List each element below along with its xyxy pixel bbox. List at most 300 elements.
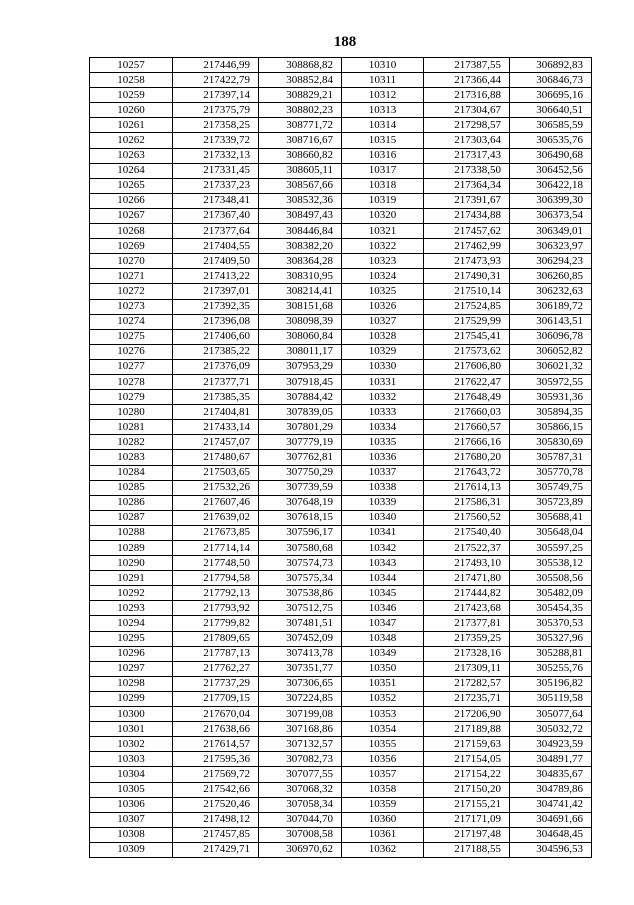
y-coordinate-cell: 306452,56	[510, 163, 592, 178]
y-coordinate-cell: 307199,08	[259, 707, 342, 722]
x-coordinate-cell: 217643,72	[424, 465, 510, 480]
x-coordinate-cell: 217446,99	[173, 58, 259, 73]
x-coordinate-cell: 217748,50	[173, 556, 259, 571]
y-coordinate-cell: 307452,09	[259, 631, 342, 646]
table-row	[90, 737, 592, 752]
table-row	[90, 465, 592, 480]
point-number-cell: 10276	[90, 344, 173, 359]
y-coordinate-cell: 307132,57	[259, 737, 342, 752]
point-number-cell: 10336	[342, 450, 424, 465]
table-row	[90, 495, 592, 510]
x-coordinate-cell: 217348,41	[173, 193, 259, 208]
point-number-cell: 10273	[90, 299, 173, 314]
y-coordinate-cell: 304891,77	[510, 752, 592, 767]
y-coordinate-cell: 308852,84	[259, 73, 342, 88]
x-coordinate-cell: 217614,13	[424, 480, 510, 495]
point-number-cell: 10318	[342, 178, 424, 193]
point-number-cell: 10303	[90, 752, 173, 767]
x-coordinate-cell: 217433,14	[173, 420, 259, 435]
x-coordinate-cell: 217154,05	[424, 752, 510, 767]
point-number-cell: 10289	[90, 541, 173, 556]
y-coordinate-cell: 304741,42	[510, 797, 592, 812]
point-number-cell: 10358	[342, 782, 424, 797]
table-row	[90, 827, 592, 842]
point-number-cell: 10322	[342, 239, 424, 254]
x-coordinate-cell: 217793,92	[173, 601, 259, 616]
point-number-cell: 10320	[342, 208, 424, 223]
x-coordinate-cell: 217331,45	[173, 163, 259, 178]
x-coordinate-cell: 217316,88	[424, 88, 510, 103]
point-number-cell: 10357	[342, 767, 424, 782]
y-coordinate-cell: 308060,84	[259, 329, 342, 344]
table-row	[90, 586, 592, 601]
y-coordinate-cell: 307077,55	[259, 767, 342, 782]
point-number-cell: 10281	[90, 420, 173, 435]
y-coordinate-cell: 306096,78	[510, 329, 592, 344]
table-row	[90, 556, 592, 571]
point-number-cell: 10298	[90, 676, 173, 691]
y-coordinate-cell: 307762,81	[259, 450, 342, 465]
y-coordinate-cell: 308011,17	[259, 344, 342, 359]
y-coordinate-cell: 308098,39	[259, 314, 342, 329]
point-number-cell: 10270	[90, 254, 173, 269]
y-coordinate-cell: 304835,67	[510, 767, 592, 782]
x-coordinate-cell: 217317,43	[424, 148, 510, 163]
point-number-cell: 10294	[90, 616, 173, 631]
x-coordinate-cell: 217304,67	[424, 103, 510, 118]
y-coordinate-cell: 307044,70	[259, 812, 342, 827]
x-coordinate-cell: 217188,55	[424, 842, 510, 857]
point-number-cell: 10297	[90, 661, 173, 676]
point-number-cell: 10332	[342, 390, 424, 405]
x-coordinate-cell: 217607,46	[173, 495, 259, 510]
y-coordinate-cell: 308151,68	[259, 299, 342, 314]
x-coordinate-cell: 217792,13	[173, 586, 259, 601]
y-coordinate-cell: 304648,45	[510, 827, 592, 842]
point-number-cell: 10296	[90, 646, 173, 661]
point-number-cell: 10341	[342, 525, 424, 540]
table-row	[90, 224, 592, 239]
point-number-cell: 10274	[90, 314, 173, 329]
x-coordinate-cell: 217680,20	[424, 450, 510, 465]
x-coordinate-cell: 217396,08	[173, 314, 259, 329]
y-coordinate-cell: 306021,32	[510, 359, 592, 374]
y-coordinate-cell: 307779,19	[259, 435, 342, 450]
point-number-cell: 10327	[342, 314, 424, 329]
x-coordinate-cell: 217639,02	[173, 510, 259, 525]
point-number-cell: 10339	[342, 495, 424, 510]
y-coordinate-cell: 307580,68	[259, 541, 342, 556]
y-coordinate-cell: 306892,83	[510, 58, 592, 73]
y-coordinate-cell: 305077,64	[510, 707, 592, 722]
x-coordinate-cell: 217338,50	[424, 163, 510, 178]
x-coordinate-cell: 217493,10	[424, 556, 510, 571]
point-number-cell: 10343	[342, 556, 424, 571]
x-coordinate-cell: 217673,85	[173, 525, 259, 540]
y-coordinate-cell: 306695,16	[510, 88, 592, 103]
y-coordinate-cell: 308802,23	[259, 103, 342, 118]
x-coordinate-cell: 217391,67	[424, 193, 510, 208]
x-coordinate-cell: 217366,44	[424, 73, 510, 88]
y-coordinate-cell: 307884,42	[259, 390, 342, 405]
x-coordinate-cell: 217206,90	[424, 707, 510, 722]
point-number-cell: 10328	[342, 329, 424, 344]
x-coordinate-cell: 217189,88	[424, 722, 510, 737]
y-coordinate-cell: 307058,34	[259, 797, 342, 812]
table-row	[90, 178, 592, 193]
y-coordinate-cell: 307512,75	[259, 601, 342, 616]
x-coordinate-cell: 217542,66	[173, 782, 259, 797]
y-coordinate-cell: 307801,29	[259, 420, 342, 435]
point-number-cell: 10349	[342, 646, 424, 661]
y-coordinate-cell: 308364,28	[259, 254, 342, 269]
x-coordinate-cell: 217367,40	[173, 208, 259, 223]
table-row	[90, 812, 592, 827]
point-number-cell: 10302	[90, 737, 173, 752]
point-number-cell: 10287	[90, 510, 173, 525]
y-coordinate-cell: 307739,59	[259, 480, 342, 495]
y-coordinate-cell: 306143,51	[510, 314, 592, 329]
point-number-cell: 10352	[342, 691, 424, 706]
y-coordinate-cell: 306970,62	[259, 842, 342, 857]
y-coordinate-cell: 307618,15	[259, 510, 342, 525]
x-coordinate-cell: 217339,72	[173, 133, 259, 148]
x-coordinate-cell: 217159,63	[424, 737, 510, 752]
point-number-cell: 10266	[90, 193, 173, 208]
x-coordinate-cell: 217524,85	[424, 299, 510, 314]
table-row	[90, 691, 592, 706]
point-number-cell: 10263	[90, 148, 173, 163]
y-coordinate-cell: 305032,72	[510, 722, 592, 737]
y-coordinate-cell: 305894,35	[510, 405, 592, 420]
point-number-cell: 10324	[342, 269, 424, 284]
table-row	[90, 254, 592, 269]
y-coordinate-cell: 306052,82	[510, 344, 592, 359]
y-coordinate-cell: 307351,77	[259, 661, 342, 676]
x-coordinate-cell: 217422,79	[173, 73, 259, 88]
y-coordinate-cell: 306640,51	[510, 103, 592, 118]
point-number-cell: 10300	[90, 707, 173, 722]
y-coordinate-cell: 307648,19	[259, 495, 342, 510]
point-number-cell: 10316	[342, 148, 424, 163]
x-coordinate-cell: 217540,40	[424, 525, 510, 540]
y-coordinate-cell: 304789,86	[510, 782, 592, 797]
x-coordinate-cell: 217385,35	[173, 390, 259, 405]
table-row	[90, 374, 592, 389]
x-coordinate-cell: 217503,65	[173, 465, 259, 480]
x-coordinate-cell: 217457,07	[173, 435, 259, 450]
y-coordinate-cell: 306232,63	[510, 284, 592, 299]
point-number-cell: 10353	[342, 707, 424, 722]
point-number-cell: 10284	[90, 465, 173, 480]
y-coordinate-cell: 307575,34	[259, 571, 342, 586]
table-row	[90, 299, 592, 314]
table-row	[90, 193, 592, 208]
x-coordinate-cell: 217606,80	[424, 359, 510, 374]
x-coordinate-cell: 217480,67	[173, 450, 259, 465]
table-row	[90, 208, 592, 223]
point-number-cell: 10288	[90, 525, 173, 540]
x-coordinate-cell: 217614,57	[173, 737, 259, 752]
x-coordinate-cell: 217377,64	[173, 224, 259, 239]
table-row	[90, 842, 592, 857]
y-coordinate-cell: 305723,89	[510, 495, 592, 510]
x-coordinate-cell: 217595,36	[173, 752, 259, 767]
x-coordinate-cell: 217235,71	[424, 691, 510, 706]
point-number-cell: 10272	[90, 284, 173, 299]
point-number-cell: 10265	[90, 178, 173, 193]
table-row	[90, 676, 592, 691]
y-coordinate-cell: 305370,53	[510, 616, 592, 631]
x-coordinate-cell: 217434,88	[424, 208, 510, 223]
point-number-cell: 10291	[90, 571, 173, 586]
point-number-cell: 10275	[90, 329, 173, 344]
x-coordinate-cell: 217569,72	[173, 767, 259, 782]
point-number-cell: 10346	[342, 601, 424, 616]
x-coordinate-cell: 217498,12	[173, 812, 259, 827]
x-coordinate-cell: 217666,16	[424, 435, 510, 450]
y-coordinate-cell: 307082,73	[259, 752, 342, 767]
x-coordinate-cell: 217392,35	[173, 299, 259, 314]
y-coordinate-cell: 305597,25	[510, 541, 592, 556]
x-coordinate-cell: 217377,81	[424, 616, 510, 631]
point-number-cell: 10315	[342, 133, 424, 148]
point-number-cell: 10304	[90, 767, 173, 782]
y-coordinate-cell: 305830,69	[510, 435, 592, 450]
x-coordinate-cell: 217660,03	[424, 405, 510, 420]
point-number-cell: 10337	[342, 465, 424, 480]
table-row	[90, 480, 592, 495]
x-coordinate-cell: 217638,66	[173, 722, 259, 737]
y-coordinate-cell: 308497,43	[259, 208, 342, 223]
x-coordinate-cell: 217429,71	[173, 842, 259, 857]
coordinates-table	[89, 57, 592, 858]
y-coordinate-cell: 308310,95	[259, 269, 342, 284]
y-coordinate-cell: 305787,31	[510, 450, 592, 465]
point-number-cell: 10312	[342, 88, 424, 103]
point-number-cell: 10360	[342, 812, 424, 827]
point-number-cell: 10309	[90, 842, 173, 857]
point-number-cell: 10305	[90, 782, 173, 797]
x-coordinate-cell: 217545,41	[424, 329, 510, 344]
point-number-cell: 10271	[90, 269, 173, 284]
x-coordinate-cell: 217462,99	[424, 239, 510, 254]
y-coordinate-cell: 306422,18	[510, 178, 592, 193]
y-coordinate-cell: 305688,41	[510, 510, 592, 525]
point-number-cell: 10325	[342, 284, 424, 299]
table-row	[90, 435, 592, 450]
point-number-cell: 10299	[90, 691, 173, 706]
table-row	[90, 571, 592, 586]
y-coordinate-cell: 306535,76	[510, 133, 592, 148]
table-row	[90, 329, 592, 344]
y-coordinate-cell: 306294,23	[510, 254, 592, 269]
x-coordinate-cell: 217709,15	[173, 691, 259, 706]
table-row	[90, 661, 592, 676]
point-number-cell: 10264	[90, 163, 173, 178]
table-row	[90, 118, 592, 133]
table-row	[90, 601, 592, 616]
x-coordinate-cell: 217423,68	[424, 601, 510, 616]
y-coordinate-cell: 307068,32	[259, 782, 342, 797]
table-row	[90, 359, 592, 374]
point-number-cell: 10333	[342, 405, 424, 420]
x-coordinate-cell: 217762,27	[173, 661, 259, 676]
x-coordinate-cell: 217406,60	[173, 329, 259, 344]
y-coordinate-cell: 306260,85	[510, 269, 592, 284]
y-coordinate-cell: 305770,78	[510, 465, 592, 480]
x-coordinate-cell: 217573,62	[424, 344, 510, 359]
point-number-cell: 10280	[90, 405, 173, 420]
point-number-cell: 10348	[342, 631, 424, 646]
x-coordinate-cell: 217171,09	[424, 812, 510, 827]
x-coordinate-cell: 217155,21	[424, 797, 510, 812]
point-number-cell: 10285	[90, 480, 173, 495]
y-coordinate-cell: 308771,72	[259, 118, 342, 133]
y-coordinate-cell: 305255,76	[510, 661, 592, 676]
table-row	[90, 148, 592, 163]
x-coordinate-cell: 217409,50	[173, 254, 259, 269]
y-coordinate-cell: 305454,35	[510, 601, 592, 616]
y-coordinate-cell: 305288,81	[510, 646, 592, 661]
table-row	[90, 314, 592, 329]
x-coordinate-cell: 217397,14	[173, 88, 259, 103]
x-coordinate-cell: 217714,14	[173, 541, 259, 556]
point-number-cell: 10268	[90, 224, 173, 239]
y-coordinate-cell: 305119,58	[510, 691, 592, 706]
y-coordinate-cell: 306189,72	[510, 299, 592, 314]
y-coordinate-cell: 306349,01	[510, 224, 592, 239]
y-coordinate-cell: 306399,30	[510, 193, 592, 208]
y-coordinate-cell: 306490,68	[510, 148, 592, 163]
table-row	[90, 782, 592, 797]
point-number-cell: 10258	[90, 73, 173, 88]
y-coordinate-cell: 306846,73	[510, 73, 592, 88]
x-coordinate-cell: 217337,23	[173, 178, 259, 193]
x-coordinate-cell: 217298,57	[424, 118, 510, 133]
y-coordinate-cell: 305538,12	[510, 556, 592, 571]
point-number-cell: 10335	[342, 435, 424, 450]
y-coordinate-cell: 307596,17	[259, 525, 342, 540]
y-coordinate-cell: 308382,20	[259, 239, 342, 254]
x-coordinate-cell: 217375,79	[173, 103, 259, 118]
y-coordinate-cell: 307481,51	[259, 616, 342, 631]
point-number-cell: 10311	[342, 73, 424, 88]
x-coordinate-cell: 217490,31	[424, 269, 510, 284]
table-row	[90, 646, 592, 661]
table-row	[90, 510, 592, 525]
x-coordinate-cell: 217799,82	[173, 616, 259, 631]
point-number-cell: 10334	[342, 420, 424, 435]
x-coordinate-cell: 217529,99	[424, 314, 510, 329]
point-number-cell: 10262	[90, 133, 173, 148]
point-number-cell: 10361	[342, 827, 424, 842]
point-number-cell: 10355	[342, 737, 424, 752]
y-coordinate-cell: 308567,66	[259, 178, 342, 193]
point-number-cell: 10282	[90, 435, 173, 450]
x-coordinate-cell: 217787,13	[173, 646, 259, 661]
x-coordinate-cell: 217387,55	[424, 58, 510, 73]
table-row	[90, 58, 592, 73]
point-number-cell: 10314	[342, 118, 424, 133]
point-number-cell: 10345	[342, 586, 424, 601]
y-coordinate-cell: 307839,05	[259, 405, 342, 420]
x-coordinate-cell: 217471,80	[424, 571, 510, 586]
y-coordinate-cell: 305482,09	[510, 586, 592, 601]
y-coordinate-cell: 307538,86	[259, 586, 342, 601]
y-coordinate-cell: 305508,56	[510, 571, 592, 586]
point-number-cell: 10350	[342, 661, 424, 676]
point-number-cell: 10356	[342, 752, 424, 767]
point-number-cell: 10347	[342, 616, 424, 631]
point-number-cell: 10259	[90, 88, 173, 103]
x-coordinate-cell: 217282,57	[424, 676, 510, 691]
x-coordinate-cell: 217197,48	[424, 827, 510, 842]
table-row	[90, 163, 592, 178]
table-row	[90, 707, 592, 722]
y-coordinate-cell: 307918,45	[259, 374, 342, 389]
point-number-cell: 10323	[342, 254, 424, 269]
table-row	[90, 239, 592, 254]
point-number-cell: 10340	[342, 510, 424, 525]
x-coordinate-cell: 217376,09	[173, 359, 259, 374]
table-row	[90, 797, 592, 812]
point-number-cell: 10257	[90, 58, 173, 73]
y-coordinate-cell: 307306,65	[259, 676, 342, 691]
x-coordinate-cell: 217413,22	[173, 269, 259, 284]
point-number-cell: 10308	[90, 827, 173, 842]
x-coordinate-cell: 217377,71	[173, 374, 259, 389]
table-row	[90, 525, 592, 540]
y-coordinate-cell: 308605,11	[259, 163, 342, 178]
x-coordinate-cell: 217358,25	[173, 118, 259, 133]
table-row	[90, 420, 592, 435]
point-number-cell: 10313	[342, 103, 424, 118]
x-coordinate-cell: 217670,04	[173, 707, 259, 722]
point-number-cell: 10344	[342, 571, 424, 586]
point-number-cell: 10307	[90, 812, 173, 827]
point-number-cell: 10342	[342, 541, 424, 556]
y-coordinate-cell: 305749,75	[510, 480, 592, 495]
y-coordinate-cell: 305196,82	[510, 676, 592, 691]
point-number-cell: 10338	[342, 480, 424, 495]
y-coordinate-cell: 307574,73	[259, 556, 342, 571]
x-coordinate-cell: 217794,58	[173, 571, 259, 586]
y-coordinate-cell: 307168,86	[259, 722, 342, 737]
table-row	[90, 103, 592, 118]
y-coordinate-cell: 304596,53	[510, 842, 592, 857]
x-coordinate-cell: 217809,65	[173, 631, 259, 646]
x-coordinate-cell: 217328,16	[424, 646, 510, 661]
y-coordinate-cell: 307413,78	[259, 646, 342, 661]
x-coordinate-cell: 217648,49	[424, 390, 510, 405]
table-row	[90, 631, 592, 646]
table-row	[90, 133, 592, 148]
x-coordinate-cell: 217510,14	[424, 284, 510, 299]
table-row	[90, 390, 592, 405]
x-coordinate-cell: 217303,64	[424, 133, 510, 148]
point-number-cell: 10331	[342, 374, 424, 389]
point-number-cell: 10279	[90, 390, 173, 405]
table-row	[90, 344, 592, 359]
table-row	[90, 73, 592, 88]
y-coordinate-cell: 305866,15	[510, 420, 592, 435]
y-coordinate-cell: 308868,82	[259, 58, 342, 73]
x-coordinate-cell: 217309,11	[424, 661, 510, 676]
y-coordinate-cell: 305972,55	[510, 374, 592, 389]
point-number-cell: 10319	[342, 193, 424, 208]
point-number-cell: 10261	[90, 118, 173, 133]
